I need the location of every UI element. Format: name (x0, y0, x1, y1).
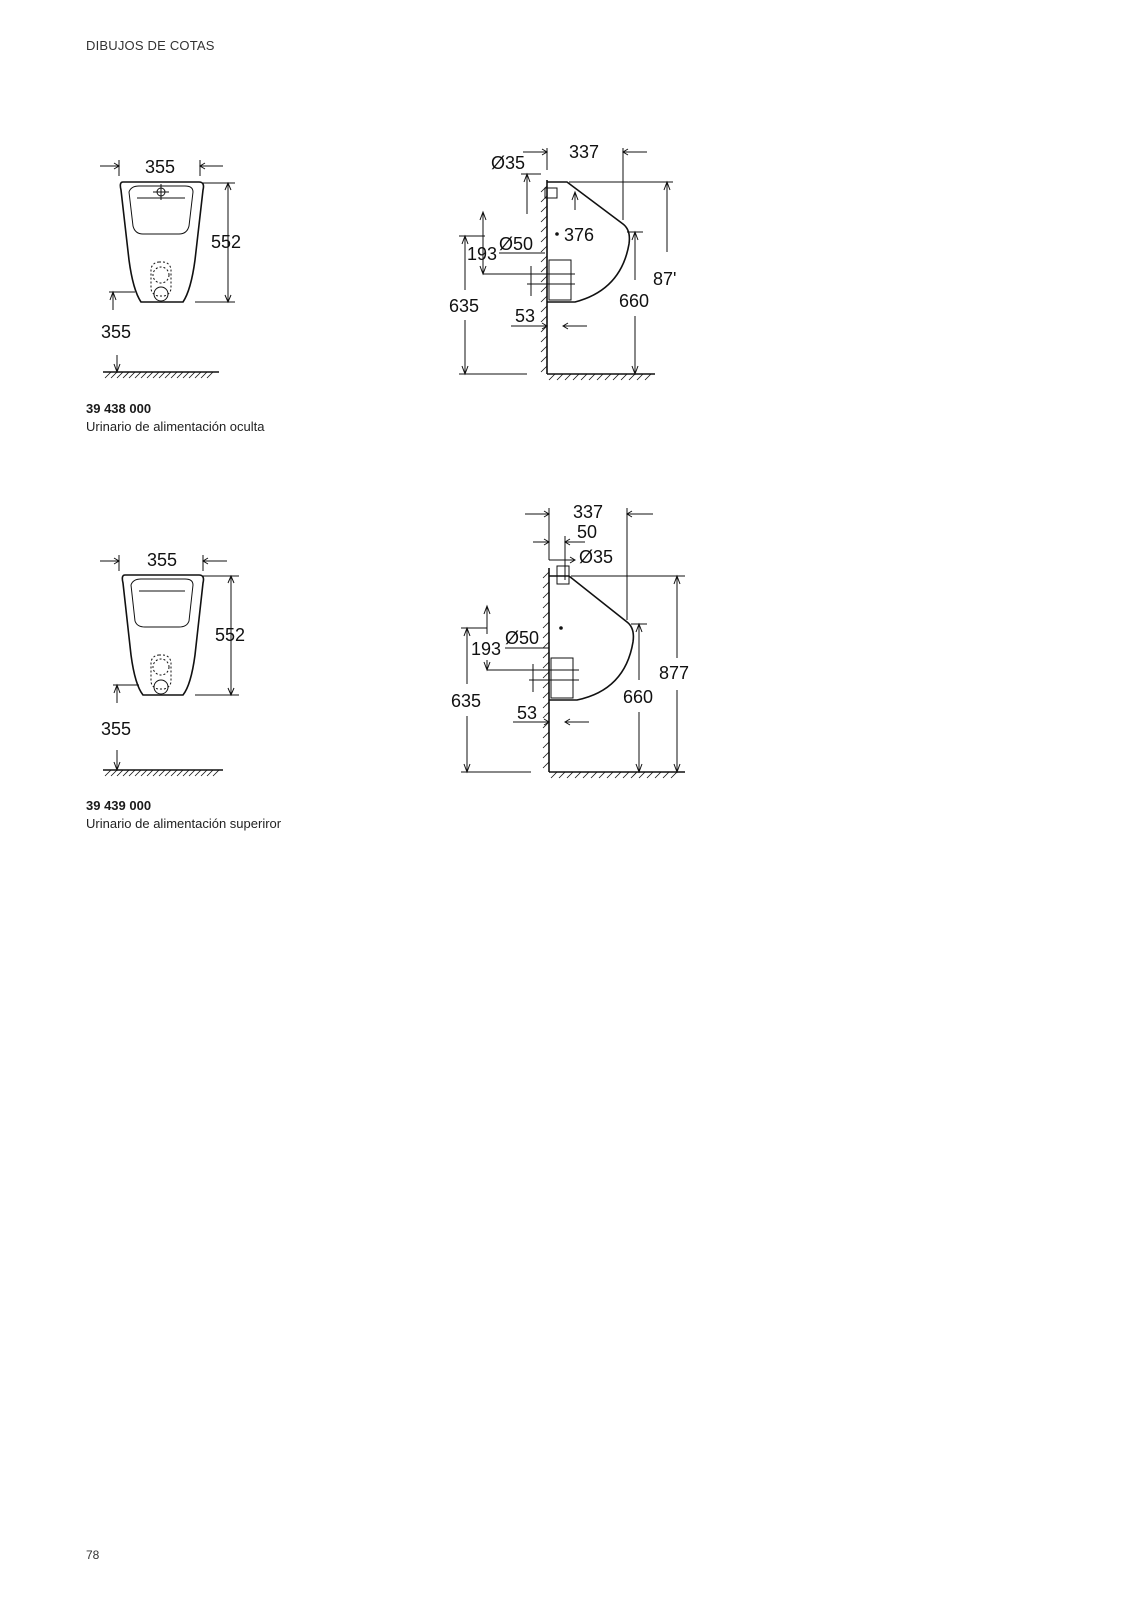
side-drain-diameter-label-2: Ø50 (505, 628, 540, 648)
front-floor-offset-label-2: 355 (101, 719, 132, 739)
front-floor-offset-label-1: 355 (101, 322, 132, 342)
side-drain-height-label-2: 635 (451, 691, 482, 711)
front-width-label-2: 355 (147, 550, 178, 570)
side-wall-offset-label-1: 53 (515, 306, 536, 326)
front-view-drawing-1 (95, 150, 255, 385)
side-wall-offset-label-2: 53 (517, 703, 538, 723)
side-view-drawing-2 (445, 500, 705, 785)
product-caption-1 (86, 400, 264, 436)
side-drain-offset-label-2: 193 (471, 639, 502, 659)
side-total-height-label-1: 87' (653, 269, 677, 289)
side-drain-offset-label-1: 193 (467, 244, 498, 264)
product-caption-2 (86, 797, 281, 833)
side-pipe-diameter-label-1: Ø35 (491, 153, 526, 173)
front-width-label-1: 355 (145, 157, 176, 177)
side-rim-height-label-1: 660 (619, 291, 650, 311)
page-header: DIBUJOS DE COTAS (86, 38, 215, 53)
front-height-label-1: 552 (211, 232, 242, 252)
front-view-drawing-2 (95, 545, 255, 780)
side-rim-height-label-2: 660 (623, 687, 654, 707)
side-depth-label-2: 337 (573, 502, 604, 522)
side-view-drawing-1 (445, 140, 695, 385)
product-description-2: Urinario de alimentación superiror (86, 816, 282, 831)
side-inlet-offset-label-2: 50 (577, 522, 598, 542)
product-code-2: 39 439 000 (86, 798, 152, 813)
side-inlet-height-label-1: 376 (564, 225, 595, 245)
product-description-1: Urinario de alimentación oculta (86, 419, 265, 434)
product-code-1: 39 438 000 (86, 401, 152, 416)
side-pipe-diameter-label-2: Ø35 (579, 547, 614, 567)
side-depth-label-1: 337 (569, 142, 600, 162)
side-drain-diameter-label-1: Ø50 (499, 234, 534, 254)
page-number: 78 (86, 1548, 100, 1562)
front-height-label-2: 552 (215, 625, 246, 645)
side-drain-height-label-1: 635 (449, 296, 480, 316)
side-total-height-label-2: 877 (659, 663, 690, 683)
